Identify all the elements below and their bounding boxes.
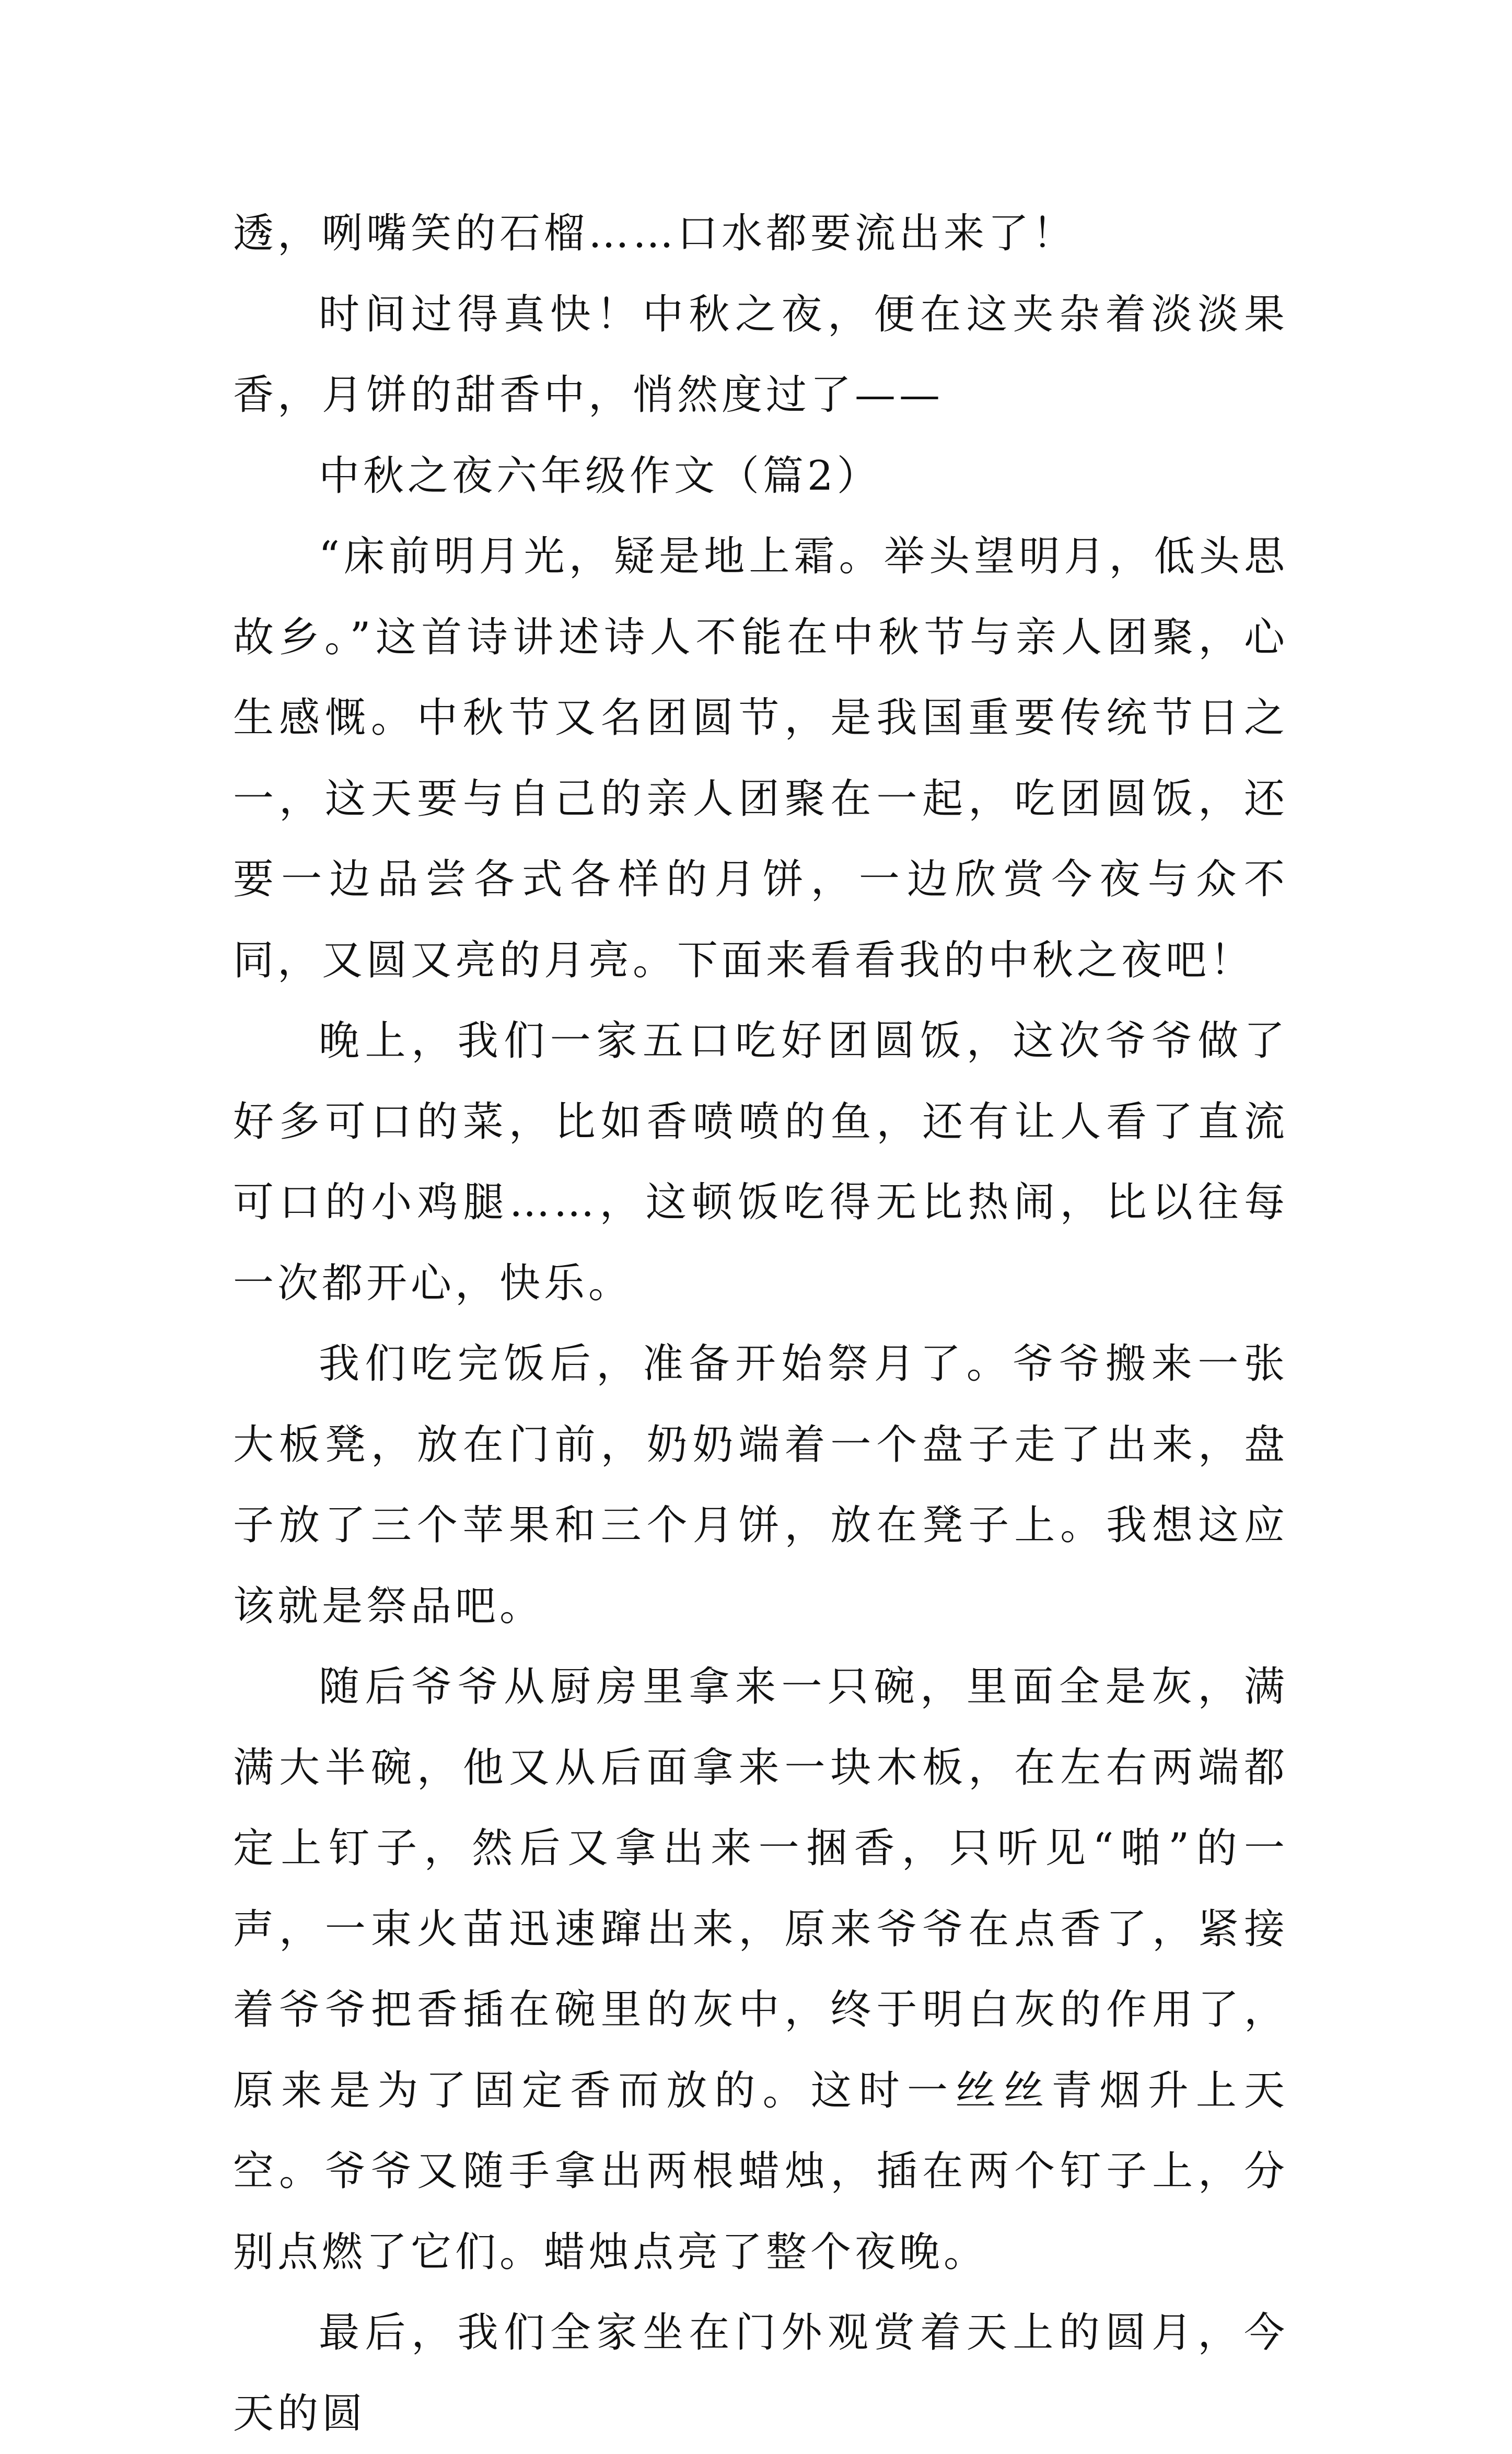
paragraph-1: 透，咧嘴笑的石榴……口水都要流出来了！ (233, 210, 1077, 257)
paragraph-5: 我们吃完饭后，准备开始祭月了。爷爷搬来一张大板凳，放在门前，奶奶端着一个盘子走了出来，盘子放了三个苹果和三个月饼，放在凳子上。我想这应该就是祭品吧。 (233, 1340, 1288, 1630)
section-heading: 中秋之夜六年级作文（篇2） (319, 452, 881, 500)
paragraph-3: “床前明月光，疑是地上霜。举头望明月，低头思故乡。”这首诗讲述诗人不能在中秋节与亲人团聚，心生感慨。中秋节又名团圆节，是我国重要传统节日之一，这天要与自己的亲人团聚在一起，吃团圆饭，还要一边品尝各式各样的月饼，一边欣赏今夜与众不同，又圆又亮的月亮。下面来看看我的中秋之夜吧！ (233, 533, 1288, 984)
paragraph-2: 时间过得真快！中秋之夜，便在这夹杂着淡淡果香，月饼的甜香中，悄然度过了—— (233, 291, 1288, 419)
paragraph-7: 最后，我们全家坐在门外观赏着天上的圆月，今天的圆 (233, 2309, 1288, 2437)
paragraph-6: 随后爷爷从厨房里拿来一只碗，里面全是灰，满满大半碗，他又从后面拿来一块木板，在左右两端都定上钉子，然后又拿出来一捆香，只听见“啪”的一声，一束火苗迅速蹿出来，原来爷爷在点香了，紧接着爷爷把香插在碗里的灰中，终于明白灰的作用了，原来是为了固定香而放的。这时一丝丝青烟升上天空。爷爷又随手拿出两根蜡烛，插在两个钉子上，分别点燃了它们。蜡烛点亮了整个夜晚。 (233, 1663, 1288, 2276)
document-body (233, 193, 1288, 2454)
paragraph-4: 晚上，我们一家五口吃好团圆饭，这次爷爷做了好多可口的菜，比如香喷喷的鱼，还有让人看了直流可口的小鸡腿……，这顿饭吃得无比热闹，比以往每一次都开心，快乐。 (233, 1017, 1288, 1307)
